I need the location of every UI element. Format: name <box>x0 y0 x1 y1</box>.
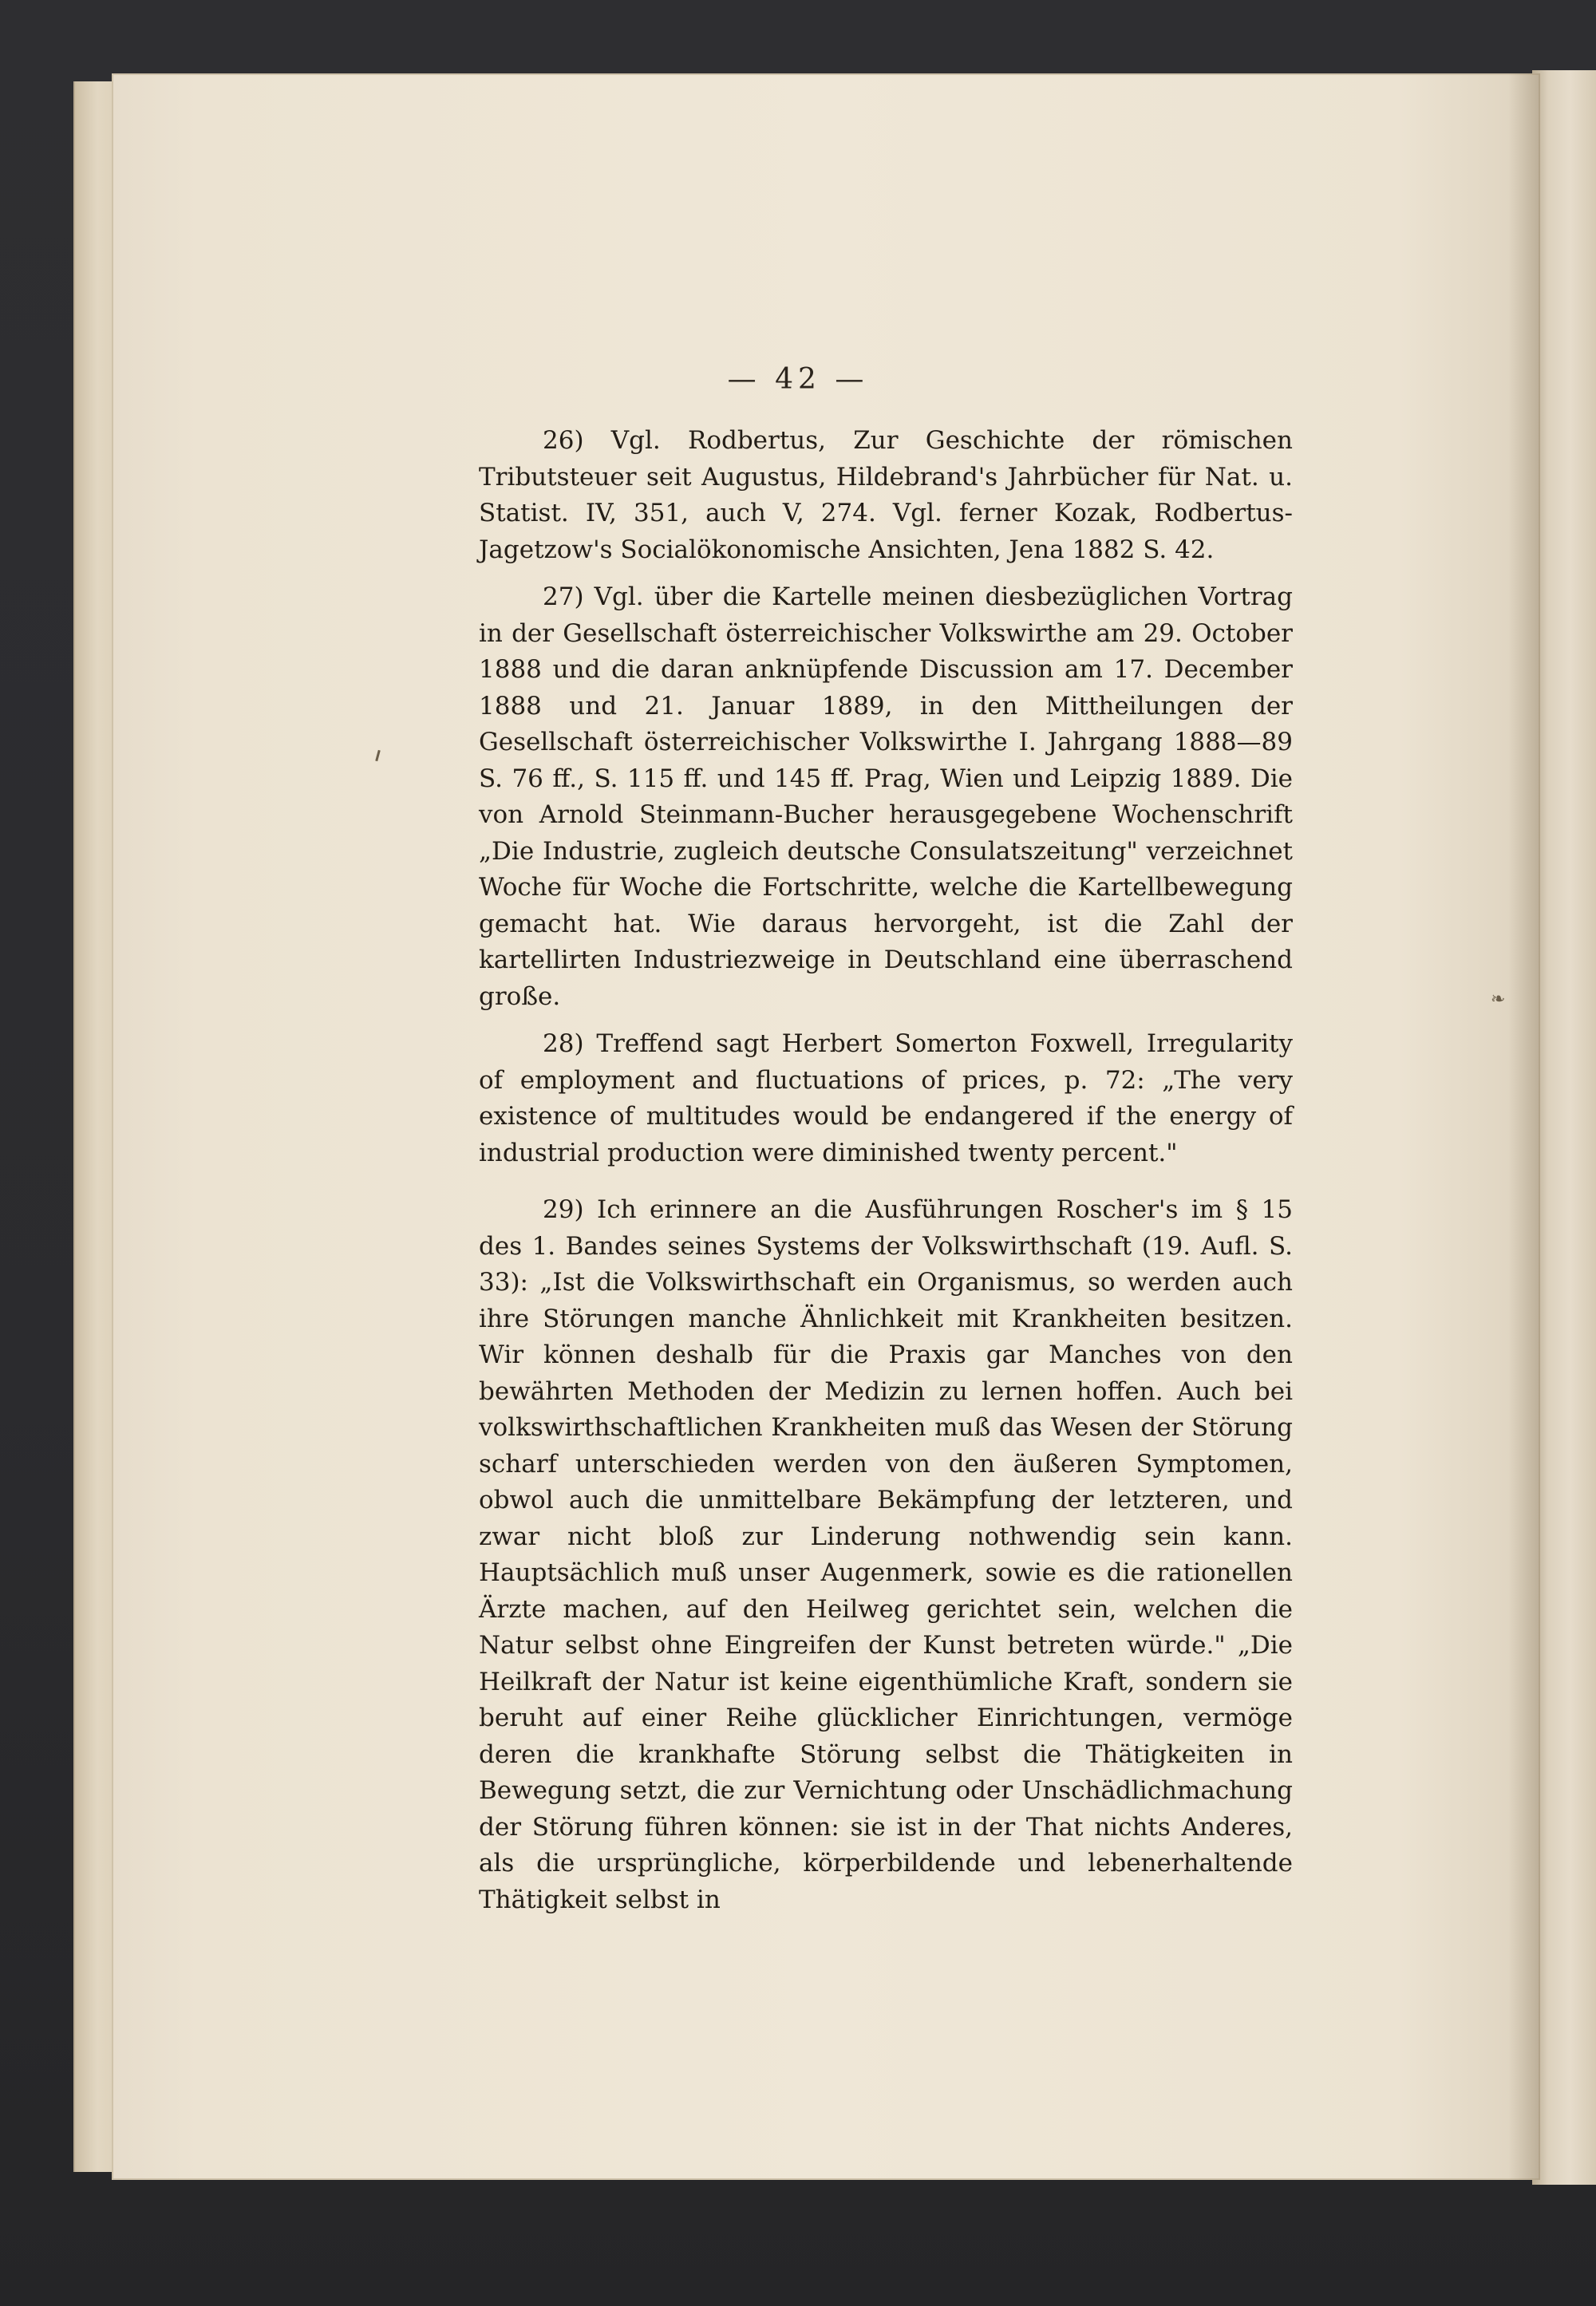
footnotes-block <box>479 423 1293 1929</box>
footnote-28: 28) Treffend sagt Herbert Somerton Foxwell, Irregularity of employment and fluctuations of prices, p. 72: „The very existence of multitudes would be endangered if the energy of industrial production were diminished twenty percent." <box>479 1029 1293 1167</box>
page-number: — 42 — <box>727 363 869 396</box>
margin-mark-icon: ❧ <box>1491 989 1506 1009</box>
footnote-27: 27) Vgl. über die Kartelle meinen diesbezüglichen Vortrag in der Gesellschaft österreichischer Volkswirthe am 29. October 1888 und die daran anknüpfende Discussion am 17. December 1888 und 21. Januar 1889, in den Mittheilungen der Gesellschaft österreichischer Volkswirthe I. Jahrgang 1888—89 S. 76 ff., S. 115 ff. und 145 ff. Prag, Wien und Leipzig 1889. Die von Arnold Steinmann-Bucher herausgegebene Wochenschrift „Die Industrie, zugleich deutsche Consulatszeitung" verzeichnet Woche für Woche die Fortschritte, welche die Kartellbewegung gemacht hat. Wie daraus hervorgeht, ist die Zahl der kartellirten Industriezweige in Deutschland eine überraschend große. <box>479 582 1293 1011</box>
footnote-26: 26) Vgl. Rodbertus, Zur Geschichte der römischen Tributsteuer seit Augustus, Hildebrand's Jahrbücher für Nat. u. Statist. IV, 351, auch V, 274. Vgl. ferner Kozak, Rodbertus-Jagetzow's Socialökonomische Ansichten, Jena 1882 S. 42. <box>479 426 1293 564</box>
footnote-29: 29) Ich erinnere an die Ausführungen Roscher's im § 15 des 1. Bandes seines Systems der Volkswirthschaft (19. Aufl. S. 33): „Ist die Volkswirthschaft ein Organismus, so werden auch ihre Störungen manche Ähnlichkeit mit Krankheiten besitzen. Wir können deshalb für die Praxis gar Manches von den bewährten Methoden der Medizin zu lernen hoffen. Auch bei volkswirthschaftlichen Krankheiten muß das Wesen der Störung scharf unterschieden werden von den äußeren Symptomen, obwol auch die unmittelbare Bekämpfung der letzteren, und zwar nicht bloß zur Linderung nothwendig sein kann. Hauptsächlich muß unser Augenmerk, sowie es die rationellen Ärzte machen, auf den Heilweg gerichtet sein, welchen die Natur selbst ohne Eingreifen der Kunst betreten würde." „Die Heilkraft der Natur ist keine eigenthümliche Kraft, sondern sie beruht auf einer Reihe glücklicher Einrichtungen, vermöge deren die krankhafte Störung selbst die Thätigkeiten in Bewegung setzt, die zur Vernichtung oder Unschädlichmachung der Störung führen können: sie ist in der That nichts Anderes, als die ursprüngliche, körperbildende und lebenerhaltende Thätigkeit selbst in <box>479 1195 1293 1914</box>
